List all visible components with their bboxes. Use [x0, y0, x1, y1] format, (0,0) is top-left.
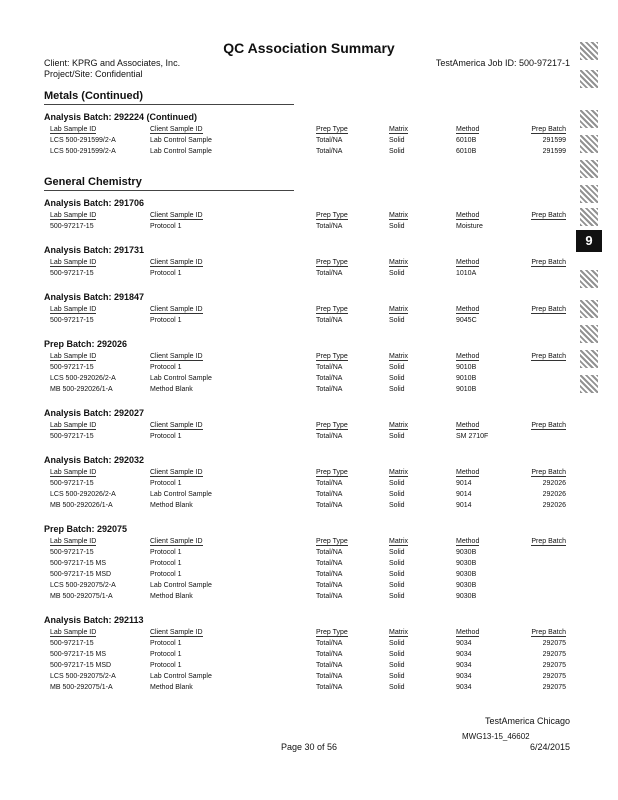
table-cell: 9034 [456, 640, 472, 647]
job-id: TestAmerica Job ID: 500-97217-1 [435, 58, 570, 68]
table-row [44, 661, 572, 672]
table-cell: 500-97217-15 [50, 317, 94, 324]
table-cell: Solid [389, 560, 405, 567]
table-cell: 292026 [542, 491, 566, 498]
table-row [44, 222, 572, 233]
table-header-row [44, 211, 572, 222]
qc-table [44, 211, 572, 233]
table-cell: 292075 [542, 651, 566, 658]
index-tab-icon [580, 70, 598, 88]
column-header: Matrix [389, 629, 409, 636]
table-cell: Solid [389, 480, 405, 487]
table-cell: Solid [389, 571, 405, 578]
column-header: Prep Type [316, 259, 348, 266]
table-cell: Solid [389, 223, 405, 230]
table-row [44, 490, 572, 501]
footer-lab: TestAmerica Chicago [484, 716, 570, 726]
qc-table [44, 628, 572, 694]
table-cell: Total/NA [316, 223, 343, 230]
table-cell: 9034 [456, 662, 472, 669]
table-cell: 9034 [456, 684, 472, 691]
table-cell: Solid [389, 662, 405, 669]
table-cell: 292026 [542, 480, 566, 487]
column-header: Prep Batch [531, 212, 566, 219]
table-row [44, 479, 572, 490]
column-header: Client Sample ID [150, 212, 203, 219]
table-cell: 9030B [456, 571, 477, 578]
table-row [44, 136, 572, 147]
table-cell: 6010B [456, 137, 477, 144]
table-cell: LCS 500-292026/2-A [50, 375, 116, 382]
column-header: Prep Type [316, 629, 348, 636]
table-cell: MB 500-292075/1-A [50, 684, 113, 691]
table-row [44, 147, 572, 158]
batch-title: Prep Batch: 292026 [44, 339, 128, 349]
index-tab-icon [580, 185, 598, 203]
section-rule [44, 190, 294, 191]
table-cell: Solid [389, 375, 405, 382]
table-header-row [44, 305, 572, 316]
table-cell: Method Blank [150, 593, 193, 600]
table-cell: Total/NA [316, 317, 343, 324]
table-cell: Solid [389, 386, 405, 393]
column-header: Matrix [389, 259, 409, 266]
column-header: Lab Sample ID [50, 469, 97, 476]
table-cell: Method Blank [150, 684, 193, 691]
table-header-row [44, 352, 572, 363]
table-cell: MB 500-292026/1-A [50, 386, 113, 393]
table-cell: Solid [389, 270, 405, 277]
table-cell: MB 500-292075/1-A [50, 593, 113, 600]
column-header: Prep Batch [531, 353, 566, 360]
column-header: Method [456, 422, 480, 429]
section-heading: Metals (Continued) [44, 90, 143, 102]
table-cell: Total/NA [316, 433, 343, 440]
project-site: Project/Site: Confidential [44, 69, 143, 79]
table-cell: 292075 [542, 673, 566, 680]
table-header-row [44, 258, 572, 269]
table-cell: Total/NA [316, 502, 343, 509]
table-cell: Solid [389, 640, 405, 647]
table-cell: 292026 [542, 502, 566, 509]
table-cell: 500-97217-15 [50, 640, 94, 647]
column-header: Method [456, 259, 480, 266]
index-tab-icon [580, 42, 598, 60]
table-cell: Solid [389, 137, 405, 144]
table-cell: Protocol 1 [150, 223, 182, 230]
table-cell: Solid [389, 148, 405, 155]
table-cell: Total/NA [316, 375, 343, 382]
column-header: Method [456, 212, 480, 219]
table-cell: 500-97217-15 MS [50, 651, 107, 658]
column-header: Matrix [389, 212, 409, 219]
table-cell: Lab Control Sample [150, 582, 212, 589]
table-cell: 500-97217-15 MS [50, 560, 107, 567]
table-cell: 1010A [456, 270, 477, 277]
table-cell: 500-97217-15 [50, 480, 94, 487]
table-cell: 9010B [456, 375, 477, 382]
column-header: Prep Batch [531, 126, 566, 133]
table-cell: Solid [389, 651, 405, 658]
table-cell: Solid [389, 491, 405, 498]
table-cell: Solid [389, 673, 405, 680]
table-cell: 6010B [456, 148, 477, 155]
table-cell: 292075 [542, 640, 566, 647]
table-cell: LCS 500-292026/2-A [50, 491, 116, 498]
column-header: Client Sample ID [150, 126, 203, 133]
table-cell: Solid [389, 502, 405, 509]
table-cell: Total/NA [316, 480, 343, 487]
column-header: Lab Sample ID [50, 259, 97, 266]
batch-title: Analysis Batch: 292113 [44, 615, 144, 625]
table-cell: 9014 [456, 502, 472, 509]
column-header: Method [456, 538, 480, 545]
table-cell: Total/NA [316, 640, 343, 647]
table-cell: 9030B [456, 593, 477, 600]
table-header-row [44, 421, 572, 432]
table-cell: Total/NA [316, 386, 343, 393]
section-heading: General Chemistry [44, 176, 142, 188]
table-cell: Protocol 1 [150, 480, 182, 487]
table-cell: Solid [389, 433, 405, 440]
table-row [44, 432, 572, 443]
page-title: QC Association Summary [223, 40, 395, 56]
table-cell: Protocol 1 [150, 317, 182, 324]
table-cell: 500-97217-15 [50, 270, 94, 277]
batch-title: Analysis Batch: 292032 [44, 455, 145, 465]
table-cell: Total/NA [316, 560, 343, 567]
table-cell: 500-97217-15 MSD [50, 662, 112, 669]
column-header: Lab Sample ID [50, 353, 97, 360]
table-cell: 500-97217-15 MSD [50, 571, 112, 578]
column-header: Lab Sample ID [50, 538, 97, 545]
index-tab-icon [580, 350, 598, 368]
table-header-row [44, 628, 572, 639]
column-header: Prep Batch [531, 469, 566, 476]
table-row [44, 570, 572, 581]
qc-table [44, 537, 572, 603]
table-cell: 292075 [542, 662, 566, 669]
table-cell: Lab Control Sample [150, 375, 212, 382]
column-header: Prep Batch [531, 629, 566, 636]
column-header: Lab Sample ID [50, 422, 97, 429]
column-header: Method [456, 126, 480, 133]
table-cell: Total/NA [316, 571, 343, 578]
column-header: Prep Batch [531, 422, 566, 429]
column-header: Client Sample ID [150, 353, 203, 360]
column-header: Prep Type [316, 306, 348, 313]
table-cell: Total/NA [316, 662, 343, 669]
column-header: Matrix [389, 353, 409, 360]
column-header: Prep Type [316, 422, 348, 429]
table-row [44, 672, 572, 683]
index-tab-icon [580, 208, 598, 226]
column-header: Matrix [389, 422, 409, 429]
column-header: Prep Batch [531, 259, 566, 266]
column-header: Client Sample ID [150, 306, 203, 313]
column-header: Prep Type [316, 212, 348, 219]
table-row [44, 316, 572, 327]
table-cell: Total/NA [316, 364, 343, 371]
table-cell: Total/NA [316, 491, 343, 498]
column-header: Method [456, 306, 480, 313]
column-header: Lab Sample ID [50, 306, 97, 313]
column-header: Method [456, 469, 480, 476]
table-cell: 291599 [542, 137, 566, 144]
table-cell: Total/NA [316, 593, 343, 600]
table-row [44, 683, 572, 694]
table-cell: 292075 [542, 684, 566, 691]
table-cell: LCS 500-291599/2-A [50, 137, 116, 144]
table-cell: Protocol 1 [150, 571, 182, 578]
table-cell: Total/NA [316, 582, 343, 589]
index-tab-icon [580, 375, 598, 393]
table-cell: 500-97217-15 [50, 549, 94, 556]
table-cell: Solid [389, 684, 405, 691]
qc-table [44, 258, 572, 280]
table-cell: 9014 [456, 491, 472, 498]
table-row [44, 650, 572, 661]
table-cell: 500-97217-15 [50, 433, 94, 440]
table-cell: Protocol 1 [150, 549, 182, 556]
table-cell: Total/NA [316, 684, 343, 691]
table-cell: Solid [389, 593, 405, 600]
table-cell: Protocol 1 [150, 651, 182, 658]
table-cell: 500-97217-15 [50, 223, 94, 230]
footer-page: Page 30 of 56 [280, 742, 338, 752]
table-cell: 9014 [456, 480, 472, 487]
qc-table [44, 125, 572, 158]
table-cell: 9030B [456, 549, 477, 556]
table-cell: Total/NA [316, 148, 343, 155]
table-cell: Protocol 1 [150, 662, 182, 669]
batch-title: Analysis Batch: 291847 [44, 292, 145, 302]
table-cell: Protocol 1 [150, 270, 182, 277]
table-header-row [44, 125, 572, 136]
table-cell: 9010B [456, 386, 477, 393]
column-header: Lab Sample ID [50, 629, 97, 636]
table-cell: Total/NA [316, 673, 343, 680]
table-cell: Method Blank [150, 502, 193, 509]
column-header: Matrix [389, 538, 409, 545]
column-header: Prep Type [316, 126, 348, 133]
table-cell: LCS 500-292075/2-A [50, 673, 116, 680]
batch-title: Analysis Batch: 291731 [44, 245, 145, 255]
column-header: Lab Sample ID [50, 126, 97, 133]
column-header: Prep Batch [531, 306, 566, 313]
batch-title: Analysis Batch: 292224 (Continued) [44, 112, 198, 122]
batch-title: Prep Batch: 292075 [44, 524, 128, 534]
qc-table [44, 352, 572, 396]
table-cell: 9034 [456, 673, 472, 680]
table-cell: MB 500-292026/1-A [50, 502, 113, 509]
table-cell: LCS 500-292075/2-A [50, 582, 116, 589]
batch-title: Analysis Batch: 291706 [44, 198, 145, 208]
table-cell: Lab Control Sample [150, 137, 212, 144]
footer-doc-id: MWG13-15_46602 [462, 732, 530, 741]
table-cell: Protocol 1 [150, 364, 182, 371]
table-cell: Lab Control Sample [150, 491, 212, 498]
table-cell: SM 2710F [456, 433, 489, 440]
table-cell: Solid [389, 364, 405, 371]
table-cell: Protocol 1 [150, 640, 182, 647]
table-row [44, 559, 572, 570]
index-tab-icon [580, 110, 598, 128]
index-tab-icon [580, 270, 598, 288]
table-cell: Moisture [456, 223, 483, 230]
table-row [44, 363, 572, 374]
column-header: Prep Type [316, 353, 348, 360]
column-header: Client Sample ID [150, 629, 203, 636]
table-row [44, 501, 572, 512]
column-header: Client Sample ID [150, 469, 203, 476]
table-header-row [44, 468, 572, 479]
qc-table [44, 421, 572, 443]
table-cell: Protocol 1 [150, 433, 182, 440]
column-header: Method [456, 629, 480, 636]
table-cell: Total/NA [316, 651, 343, 658]
section-rule [44, 104, 294, 105]
table-cell: Solid [389, 549, 405, 556]
column-header: Client Sample ID [150, 422, 203, 429]
column-header: Matrix [389, 306, 409, 313]
index-tab-icon [580, 135, 598, 153]
table-row [44, 592, 572, 603]
table-cell: 9034 [456, 651, 472, 658]
column-header: Prep Batch [531, 538, 566, 545]
table-cell: 9030B [456, 560, 477, 567]
table-row [44, 385, 572, 396]
table-row [44, 639, 572, 650]
table-header-row [44, 537, 572, 548]
table-cell: Total/NA [316, 137, 343, 144]
index-tab-icon [580, 300, 598, 318]
section-tab-9[interactable]: 9 [576, 230, 602, 252]
table-cell: LCS 500-291599/2-A [50, 148, 116, 155]
table-cell: Lab Control Sample [150, 673, 212, 680]
table-cell: 9045C [456, 317, 477, 324]
footer-date: 6/24/2015 [529, 742, 570, 752]
table-cell: Solid [389, 317, 405, 324]
table-row [44, 374, 572, 385]
column-header: Client Sample ID [150, 538, 203, 545]
table-cell: Protocol 1 [150, 560, 182, 567]
index-tab-icon [580, 325, 598, 343]
table-cell: Total/NA [316, 549, 343, 556]
column-header: Prep Type [316, 538, 348, 545]
column-header: Matrix [389, 469, 409, 476]
table-cell: 500-97217-15 [50, 364, 94, 371]
table-cell: 291599 [542, 148, 566, 155]
column-header: Lab Sample ID [50, 212, 97, 219]
client-name: Client: KPRG and Associates, Inc. [44, 58, 181, 68]
table-cell: Method Blank [150, 386, 193, 393]
table-cell: Total/NA [316, 270, 343, 277]
column-header: Prep Type [316, 469, 348, 476]
table-cell: Lab Control Sample [150, 148, 212, 155]
index-tab-icon [580, 160, 598, 178]
table-row [44, 548, 572, 559]
qc-table [44, 468, 572, 512]
column-header: Method [456, 353, 480, 360]
qc-table [44, 305, 572, 327]
batch-title: Analysis Batch: 292027 [44, 408, 145, 418]
column-header: Client Sample ID [150, 259, 203, 266]
column-header: Matrix [389, 126, 409, 133]
table-cell: 9030B [456, 582, 477, 589]
table-cell: 9010B [456, 364, 477, 371]
table-row [44, 269, 572, 280]
table-row [44, 581, 572, 592]
table-cell: Solid [389, 582, 405, 589]
